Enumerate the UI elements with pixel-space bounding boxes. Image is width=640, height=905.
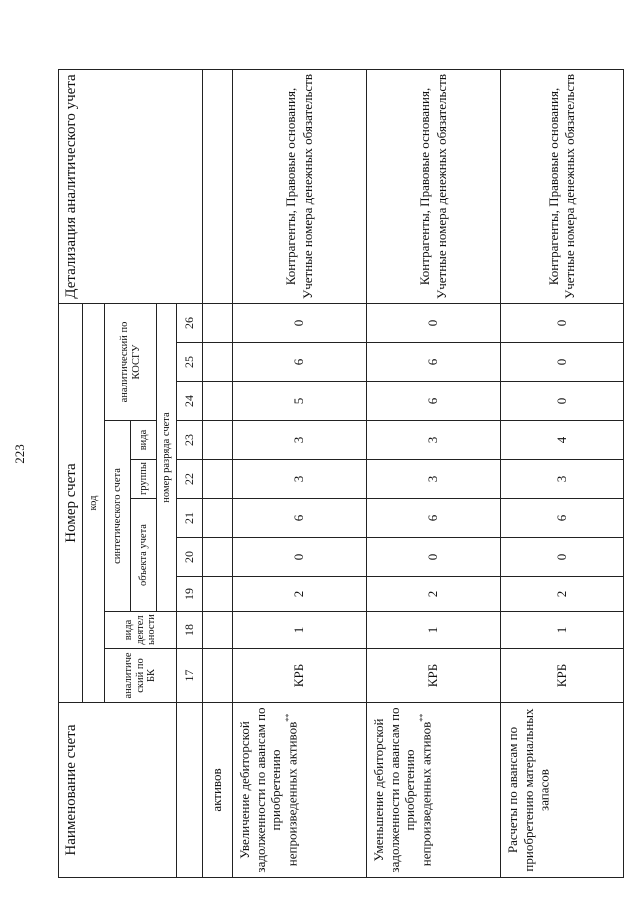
section-cell xyxy=(203,382,233,421)
section-cell xyxy=(203,577,233,612)
section-cell xyxy=(203,538,233,577)
table-row xyxy=(367,70,501,878)
footnote-mark: ** xyxy=(283,713,293,722)
section-cell xyxy=(203,649,233,703)
analytical-kosgu-header: аналитический по КОСГУ xyxy=(105,304,157,421)
value-cell: 3 xyxy=(233,421,367,460)
digit-number-header: номер разряда счета xyxy=(157,304,177,612)
value-cell: 0 xyxy=(501,538,624,577)
value-cell: КРБ xyxy=(367,649,501,703)
value-cell: КРБ xyxy=(501,649,624,703)
kind-header: вида xyxy=(131,421,157,460)
value-cell: 1 xyxy=(233,612,367,649)
value-cell: 6 xyxy=(367,499,501,538)
activity-type-header: вида деятел ьности xyxy=(105,612,177,649)
section-cell xyxy=(203,460,233,499)
value-cell: КРБ xyxy=(233,649,367,703)
digit-26: 26 xyxy=(177,304,203,343)
value-cell: 0 xyxy=(501,343,624,382)
value-cell: 1 xyxy=(367,612,501,649)
detail-cell: Контрагенты, Правовые основания, Учетные номера денежных обязательств xyxy=(501,70,624,304)
value-cell: 4 xyxy=(501,421,624,460)
account-name-cell xyxy=(367,703,501,878)
digit-17: 17 xyxy=(177,649,203,703)
account-name-header: Наименование счета xyxy=(59,703,177,878)
value-cell: 0 xyxy=(501,382,624,421)
account-name-text: Расчеты по авансам по приобретению материальных запасов xyxy=(505,708,552,872)
group-header: группы xyxy=(131,460,157,499)
account-name-cell xyxy=(233,703,367,878)
value-cell: 0 xyxy=(367,538,501,577)
digit-25: 25 xyxy=(177,343,203,382)
value-cell: 6 xyxy=(367,382,501,421)
detail-cell: Контрагенты, Правовые основания, Учетные номера денежных обязательств xyxy=(367,70,501,304)
code-header: код xyxy=(83,304,105,703)
account-name-text: Уменьшение дебиторской задолженности по авансам по приобретению непроизведенных активов xyxy=(371,707,434,873)
section-cell xyxy=(203,343,233,382)
value-cell: 3 xyxy=(501,460,624,499)
digit-20: 20 xyxy=(177,538,203,577)
table-frame xyxy=(58,70,623,878)
account-name-cell xyxy=(501,703,624,878)
section-cell xyxy=(203,70,233,304)
section-cell xyxy=(203,421,233,460)
table-row xyxy=(501,70,624,878)
section-cell xyxy=(203,612,233,649)
accounting-object-header: объекта учета xyxy=(131,499,157,612)
value-cell: 3 xyxy=(367,460,501,499)
section-label: активов xyxy=(203,703,233,878)
digits-row-blank xyxy=(177,703,203,878)
digit-18: 18 xyxy=(177,612,203,649)
account-name-text: Увеличение дебиторской задолженности по авансам по приобретению непроизведенных активов xyxy=(237,707,300,873)
digit-22: 22 xyxy=(177,460,203,499)
value-cell: 2 xyxy=(367,577,501,612)
section-cell xyxy=(203,304,233,343)
value-cell: 0 xyxy=(367,304,501,343)
accounts-table xyxy=(58,69,624,878)
digit-24: 24 xyxy=(177,382,203,421)
detail-header: Детализация аналитического учета xyxy=(59,70,203,304)
page-number: 223 xyxy=(12,444,27,464)
value-cell: 0 xyxy=(233,304,367,343)
section-cell xyxy=(203,499,233,538)
header-row-1 xyxy=(59,70,83,878)
value-cell: 1 xyxy=(501,612,624,649)
value-cell: 2 xyxy=(233,577,367,612)
value-cell: 6 xyxy=(367,343,501,382)
value-cell: 5 xyxy=(233,382,367,421)
analytical-bk-header: аналитиче ский по БК xyxy=(105,649,177,703)
detail-cell: Контрагенты, Правовые основания, Учетные номера денежных обязательств xyxy=(233,70,367,304)
value-cell: 6 xyxy=(501,499,624,538)
value-cell: 0 xyxy=(501,304,624,343)
value-cell: 6 xyxy=(233,343,367,382)
value-cell: 0 xyxy=(233,538,367,577)
digit-19: 19 xyxy=(177,577,203,612)
value-cell: 3 xyxy=(367,421,501,460)
rotated-table-container xyxy=(58,70,623,878)
digit-23: 23 xyxy=(177,421,203,460)
account-number-header: Номер счета xyxy=(59,304,83,703)
digit-21: 21 xyxy=(177,499,203,538)
section-row xyxy=(203,70,233,878)
footnote-mark: ** xyxy=(417,713,427,722)
table-row xyxy=(233,70,367,878)
value-cell: 6 xyxy=(233,499,367,538)
value-cell: 3 xyxy=(233,460,367,499)
synthetic-header: синтетического счета xyxy=(105,421,131,612)
value-cell: 2 xyxy=(501,577,624,612)
